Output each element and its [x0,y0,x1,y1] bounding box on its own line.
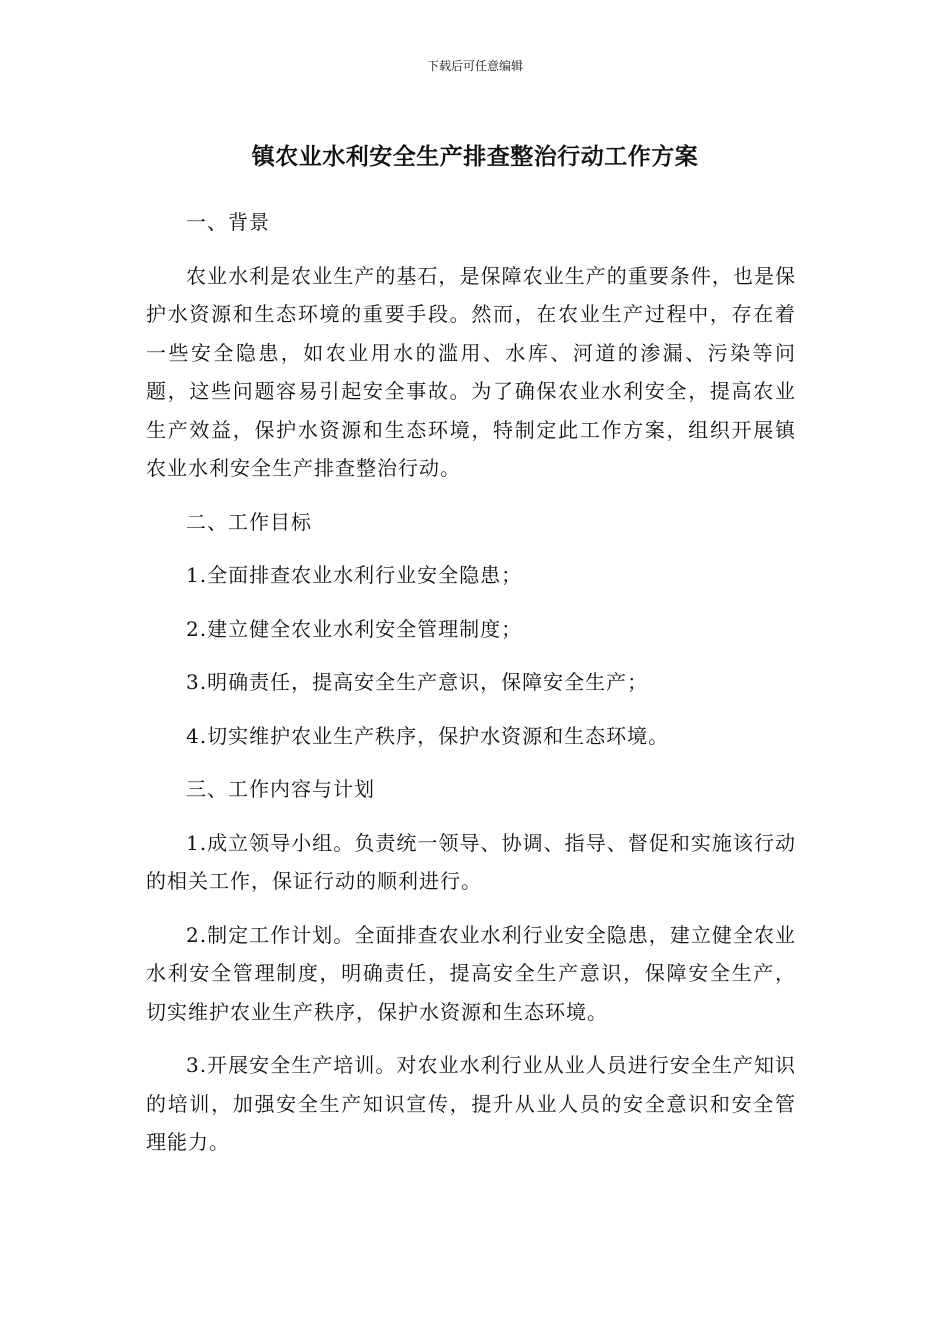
plan-item: 3.开展安全生产培训。对农业水利行业从业人员进行安全生产知识的培训，加强安全生产知识宣传，提升从业人员的安全意识和安全管理能力。 [146,1053,796,1154]
goal-item: 1.全面排查农业水利行业安全隐患； [186,563,523,587]
header-note: 下载后可任意编辑 [426,59,523,73]
section-heading-background: 一、背景 [186,210,270,234]
background-paragraph: 农业水利是农业生产的基石，是保障农业生产的重要条件，也是保护水资源和生态环境的重要手段。然而，在农业生产过程中，存在着一些安全隐患，如农业用水的滥用、水库、河道的渗漏、污染等问题，这些问题容易引起安全事故。为了确保农业水利安全，提高农业生产效益，保护水资源和生态环境，特制定此工作方案，组织开展镇农业水利安全生产排查整治行动。 [146,263,796,480]
section-heading-plan: 三、工作内容与计划 [186,777,375,801]
goal-item: 3.明确责任，提高安全生产意识，保障安全生产； [186,670,649,694]
plan-item: 2.制定工作计划。全面排查农业水利行业安全隐患，建立健全农业水利安全管理制度，明确责任，提高安全生产意识，保障安全生产，切实维护农业生产秩序，保护水资源和生态环境。 [146,922,796,1024]
section-heading-goals: 二、工作目标 [186,509,312,534]
document-title: 镇农业水利安全生产排查整治行动工作方案 [251,144,699,170]
document-body [146,203,796,1177]
plan-item: 1.成立领导小组。负责统一领导、协调、指导、督促和实施该行动的相关工作，保证行动的顺利进行。 [146,830,796,893]
goal-item: 4.切实维护农业生产秩序，保护水资源和生态环境。 [186,723,670,748]
goal-item: 2.建立健全农业水利安全管理制度； [186,616,523,641]
